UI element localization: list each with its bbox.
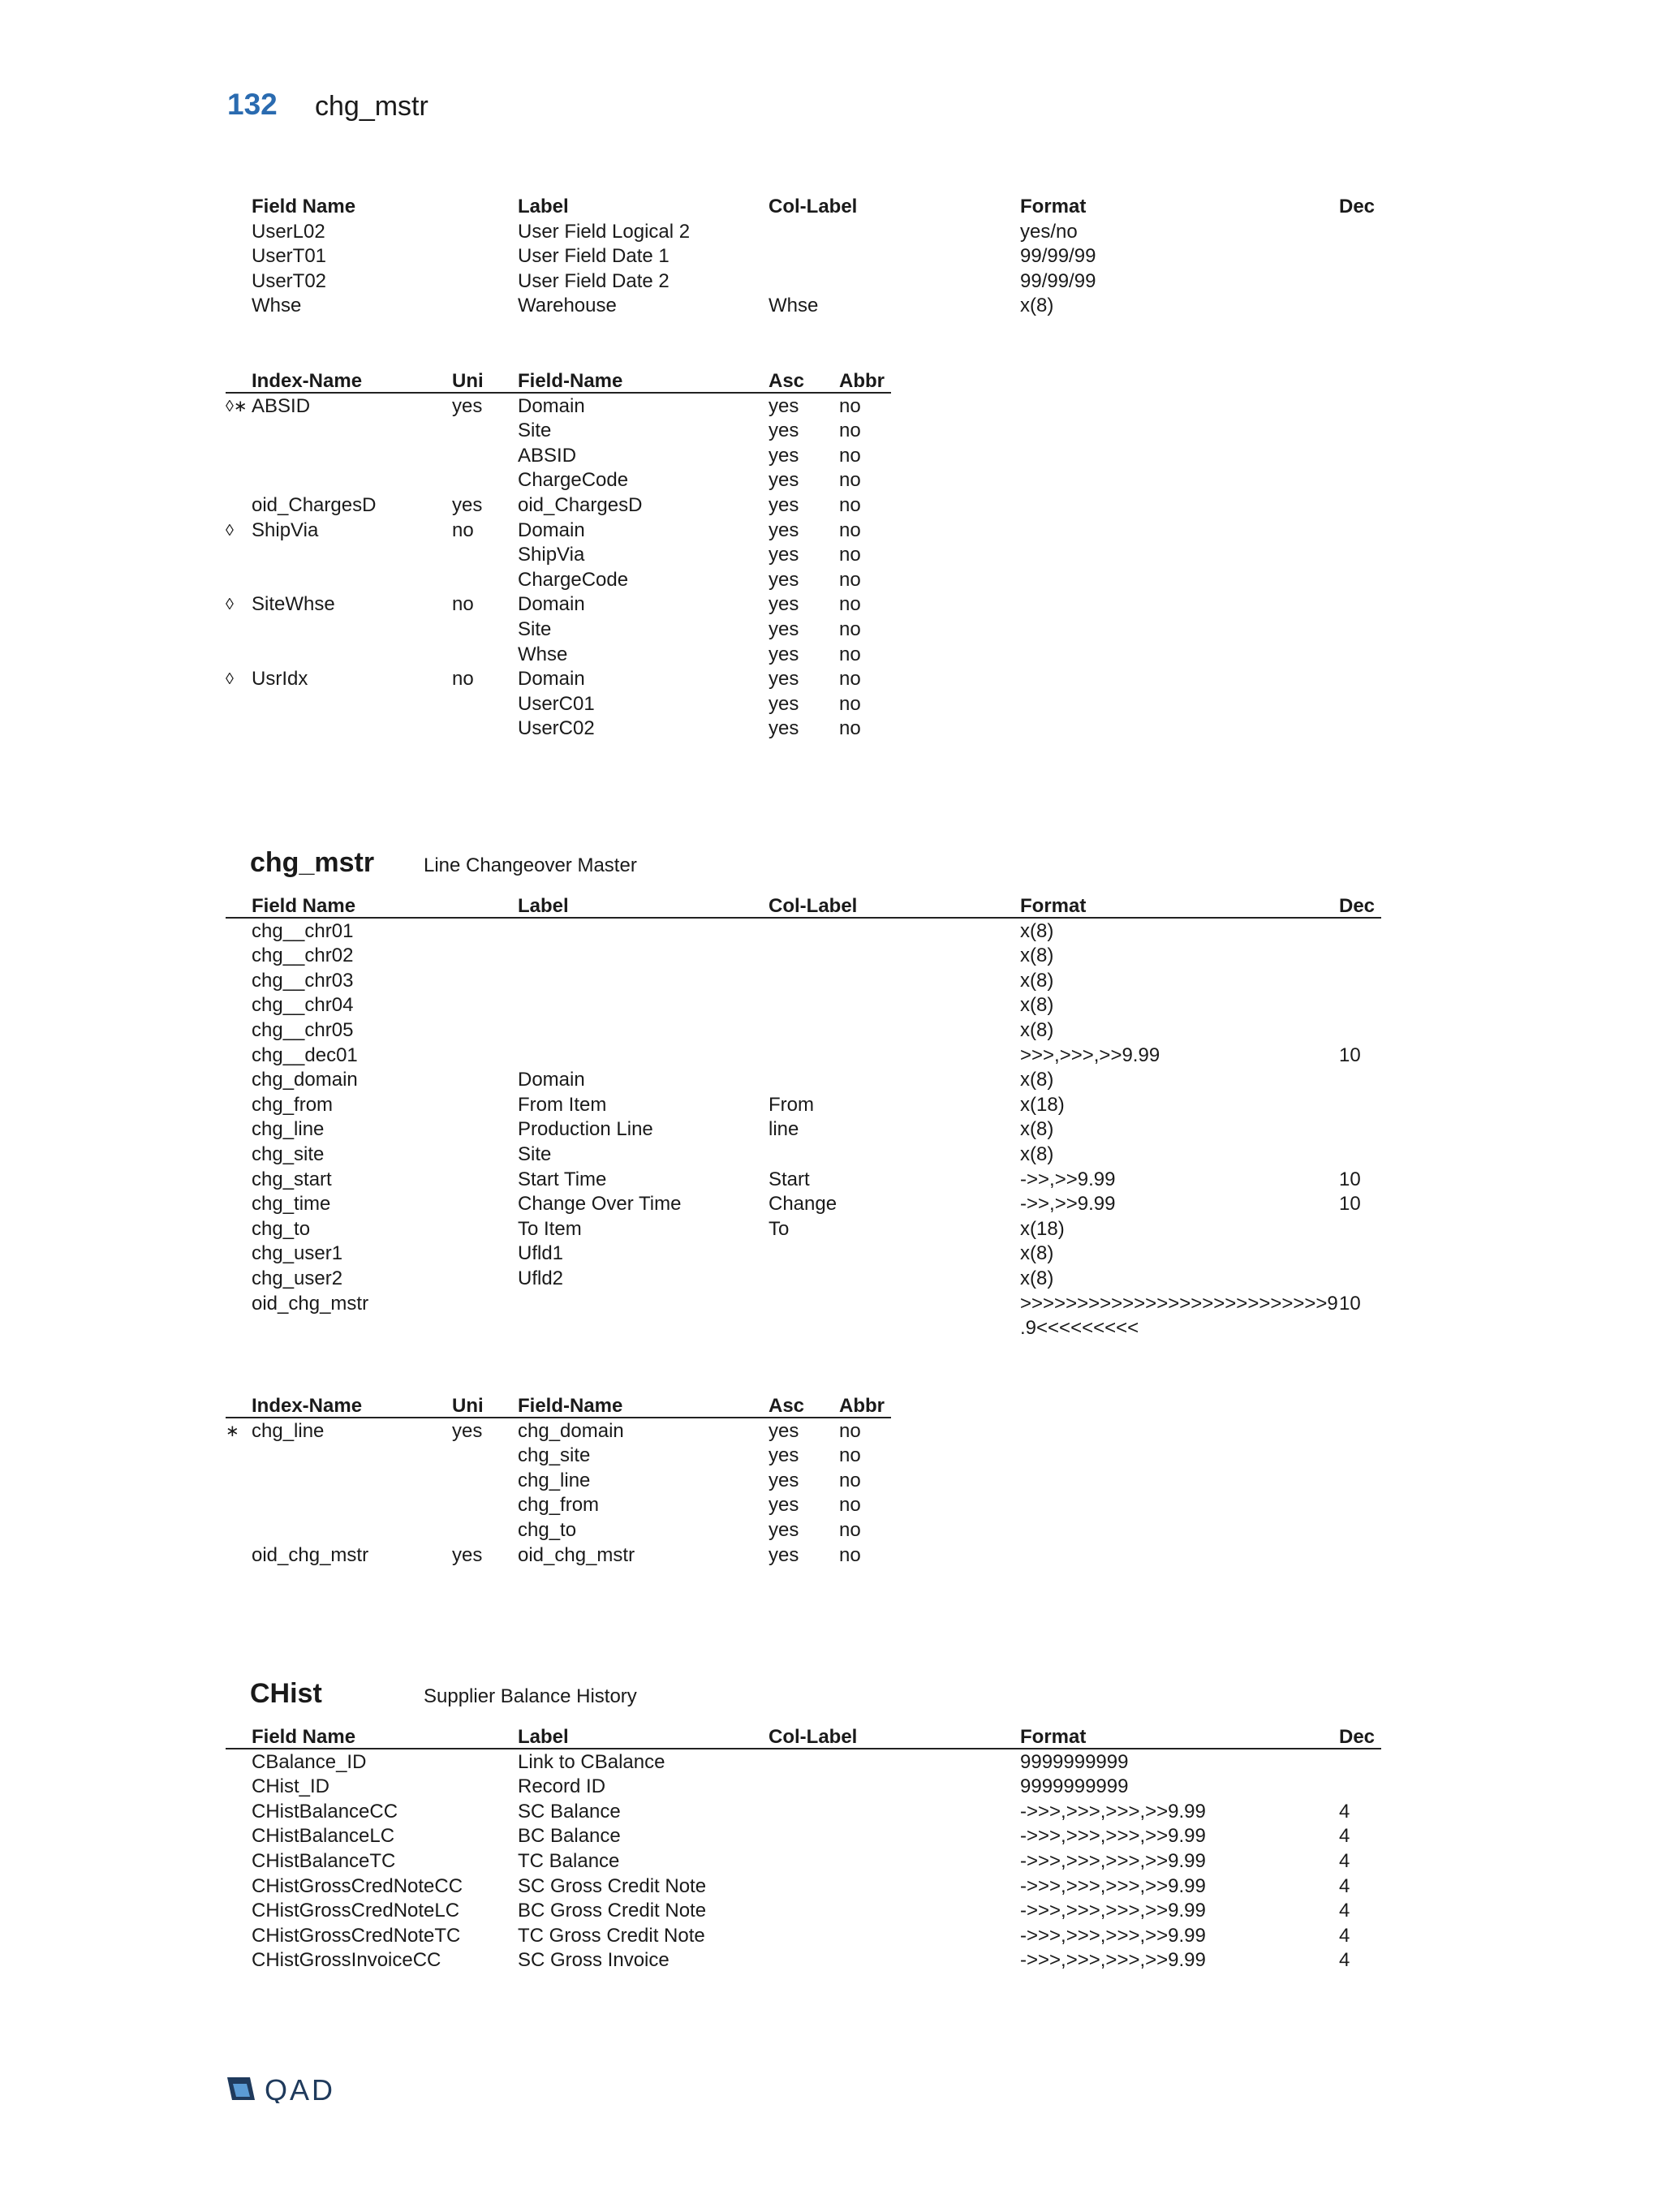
- field-format: ->>>,>>>,>>>,>>9.99: [1020, 1800, 1206, 1823]
- field-dec: 4: [1339, 1850, 1350, 1872]
- field-name: chg__chr01: [252, 919, 354, 942]
- index-abbr: no: [839, 1494, 861, 1517]
- table-row: [0, 294, 1662, 318]
- field-format: 9999999999: [1020, 1775, 1129, 1798]
- index-name: oid_ChargesD: [252, 494, 377, 516]
- field-label: Production Line: [518, 1118, 653, 1141]
- field-name: chg_start: [252, 1168, 332, 1190]
- header-field-name: Field Name: [252, 895, 356, 917]
- index-abbr: no: [839, 1519, 861, 1541]
- index-name: oid_chg_mstr: [252, 1543, 369, 1566]
- header-col-label: Col-Label: [769, 196, 858, 217]
- chg-mstr-title: chg_mstr: [250, 847, 375, 878]
- index-abbr: no: [839, 469, 861, 492]
- index-asc: yes: [769, 717, 799, 740]
- header-label: Label: [518, 196, 569, 217]
- index-asc: yes: [769, 618, 799, 640]
- field-name: CHist_ID: [252, 1775, 330, 1798]
- index-abbr: no: [839, 1419, 861, 1442]
- field-format: x(18): [1020, 1217, 1065, 1240]
- table-row: [0, 1168, 1662, 1192]
- table-row: [0, 1924, 1662, 1948]
- field-format: x(8): [1020, 295, 1054, 317]
- field-dec: 4: [1339, 1874, 1350, 1897]
- index-field-name: chg_domain: [518, 1419, 624, 1442]
- index-field-name: UserC02: [518, 717, 595, 740]
- field-format: ->>>,>>>,>>>,>>9.99: [1020, 1900, 1206, 1922]
- index-table-header: [0, 369, 1662, 394]
- field-format: x(8): [1020, 1143, 1054, 1165]
- index-row: [0, 692, 1662, 717]
- index-asc: yes: [769, 544, 799, 566]
- index-row: [0, 493, 1662, 518]
- index-name: SiteWhse: [252, 593, 335, 616]
- index-abbr: no: [839, 494, 861, 516]
- index-abbr: no: [839, 1543, 861, 1566]
- index-unique: yes: [452, 1419, 483, 1442]
- table-row: [0, 1143, 1662, 1167]
- field-name: chg_user2: [252, 1267, 343, 1289]
- header-col-label: Col-Label: [769, 895, 858, 917]
- index-abbr: no: [839, 1444, 861, 1467]
- index-row: [0, 1518, 1662, 1543]
- index-field-name: ChargeCode: [518, 568, 629, 591]
- table-row: [0, 1093, 1662, 1117]
- index-row: [0, 568, 1662, 592]
- index-field-name: oid_chg_mstr: [518, 1543, 635, 1566]
- index-abbr: no: [839, 519, 861, 541]
- field-format: x(8): [1020, 969, 1054, 992]
- table-row: [0, 220, 1662, 244]
- index-row: [0, 643, 1662, 667]
- table-row: [0, 1192, 1662, 1216]
- field-label: Ufld1: [518, 1242, 564, 1265]
- index-row: [0, 444, 1662, 468]
- index-field-name: oid_ChargesD: [518, 494, 643, 516]
- field-format: 99/99/99: [1020, 245, 1096, 268]
- field-name: CHistGrossCredNoteCC: [252, 1874, 463, 1897]
- index-field-name: ShipVia: [518, 544, 585, 566]
- index-row: [0, 1493, 1662, 1517]
- field-table-header: [0, 894, 1662, 919]
- index-abbr: no: [839, 668, 861, 691]
- index-abbr: no: [839, 643, 861, 665]
- qad-logo: [226, 2074, 396, 2103]
- field-dec: 4: [1339, 1825, 1350, 1848]
- index-row: [0, 1543, 1662, 1568]
- field-dec: 4: [1339, 1924, 1350, 1947]
- field-name: chg_domain: [252, 1069, 358, 1091]
- field-dec: 4: [1339, 1949, 1350, 1972]
- header-index-name: Index-Name: [252, 370, 363, 392]
- index-marker-icon: ◊: [226, 670, 234, 689]
- field-label: User Field Date 2: [518, 269, 670, 292]
- header-format: Format: [1020, 895, 1087, 917]
- index-field-name: Site: [518, 618, 552, 640]
- header-dec: Dec: [1339, 895, 1376, 917]
- field-table-header: [0, 1725, 1662, 1749]
- header-col-label: Col-Label: [769, 1726, 858, 1748]
- field-col-label: Change: [769, 1193, 837, 1216]
- field-label: BC Balance: [518, 1825, 621, 1848]
- header-field-name: Field Name: [252, 1726, 356, 1748]
- field-dec: 10: [1339, 1044, 1361, 1066]
- index-field-name: chg_line: [518, 1469, 591, 1491]
- field-label: Link to CBalance: [518, 1750, 665, 1773]
- header-asc: Asc: [769, 370, 805, 392]
- chg-mstr-description: Line Changeover Master: [424, 854, 637, 876]
- field-format: x(8): [1020, 1069, 1054, 1091]
- table-row: [0, 969, 1662, 993]
- field-format: ->>,>>9.99: [1020, 1193, 1116, 1216]
- page-heading: chg_mstr: [315, 91, 428, 122]
- table-row: [0, 1899, 1662, 1923]
- field-label: User Field Logical 2: [518, 220, 691, 243]
- field-label: Record ID: [518, 1775, 606, 1798]
- index-asc: yes: [769, 394, 799, 417]
- field-name: chg_to: [252, 1217, 311, 1240]
- header-field-name: Field Name: [252, 196, 356, 217]
- index-field-name: Domain: [518, 593, 585, 616]
- index-unique: no: [452, 668, 474, 691]
- field-dec: 4: [1339, 1800, 1350, 1823]
- header-label: Label: [518, 895, 569, 917]
- index-asc: yes: [769, 420, 799, 442]
- index-abbr: no: [839, 544, 861, 566]
- index-row: [0, 519, 1662, 543]
- header-index-name: Index-Name: [252, 1395, 363, 1417]
- index-abbr: no: [839, 420, 861, 442]
- index-table-header: [0, 1394, 1662, 1418]
- field-format: x(8): [1020, 945, 1054, 967]
- table-row: [0, 1948, 1662, 1973]
- index-asc: yes: [769, 1519, 799, 1541]
- qad-logo-text: QAD: [265, 2074, 336, 2103]
- index-field-name: Site: [518, 420, 552, 442]
- field-name: Whse: [252, 295, 302, 317]
- field-name: CHistGrossInvoiceCC: [252, 1949, 441, 1972]
- header-uni: Uni: [452, 370, 484, 392]
- index-asc: yes: [769, 692, 799, 715]
- table-row: [0, 1824, 1662, 1848]
- index-field-name: chg_to: [518, 1519, 577, 1541]
- index-row: [0, 1444, 1662, 1468]
- index-asc: yes: [769, 469, 799, 492]
- field-format: ->>>,>>>,>>>,>>9.99: [1020, 1924, 1206, 1947]
- field-name: chg__dec01: [252, 1044, 358, 1066]
- index-field-name: chg_site: [518, 1444, 591, 1467]
- table-row-continuation: [0, 1316, 1662, 1341]
- index-field-name: ChargeCode: [518, 469, 629, 492]
- table-row: [0, 1068, 1662, 1092]
- field-name: chg_user1: [252, 1242, 343, 1265]
- index-unique: no: [452, 519, 474, 541]
- index-row: [0, 1419, 1662, 1444]
- field-format: x(8): [1020, 1267, 1054, 1289]
- field-format: >>>>>>>>>>>>>>>>>>>>>>>>>>>9: [1020, 1292, 1338, 1315]
- field-name: chg_from: [252, 1093, 334, 1116]
- index-asc: yes: [769, 568, 799, 591]
- field-label: Site: [518, 1143, 552, 1165]
- field-label: SC Gross Credit Note: [518, 1874, 707, 1897]
- header-format: Format: [1020, 196, 1087, 217]
- field-label: Start Time: [518, 1168, 607, 1190]
- table-row: [0, 1018, 1662, 1043]
- field-format: 9999999999: [1020, 1750, 1129, 1773]
- table-row: [0, 1117, 1662, 1142]
- table-row: [0, 1267, 1662, 1291]
- field-format: ->>>,>>>,>>>,>>9.99: [1020, 1850, 1206, 1872]
- field-name: chg__chr03: [252, 969, 354, 992]
- field-name: UserL02: [252, 220, 325, 243]
- field-label: Warehouse: [518, 295, 617, 317]
- table-row: [0, 1217, 1662, 1242]
- index-name: UsrIdx: [252, 668, 308, 691]
- index-row: [0, 618, 1662, 642]
- index-asc: yes: [769, 1494, 799, 1517]
- index-abbr: no: [839, 692, 861, 715]
- field-format: x(8): [1020, 1118, 1054, 1141]
- field-col-label: line: [769, 1118, 799, 1141]
- header-abbr: Abbr: [839, 1395, 885, 1417]
- index-field-name: Domain: [518, 668, 585, 691]
- field-name: CHistGrossCredNoteTC: [252, 1924, 461, 1947]
- index-asc: yes: [769, 444, 799, 467]
- header-label: Label: [518, 1726, 569, 1748]
- field-label: Ufld2: [518, 1267, 564, 1289]
- field-label: From Item: [518, 1093, 607, 1116]
- index-asc: yes: [769, 1444, 799, 1467]
- field-name: CHistBalanceCC: [252, 1800, 398, 1823]
- field-name: chg__chr05: [252, 1019, 354, 1041]
- field-format: >>>,>>>,>>9.99: [1020, 1044, 1160, 1066]
- field-name: chg_line: [252, 1118, 325, 1141]
- field-label: SC Gross Invoice: [518, 1949, 670, 1972]
- header-asc: Asc: [769, 1395, 805, 1417]
- field-label: User Field Date 1: [518, 245, 670, 268]
- field-name: chg__chr04: [252, 994, 354, 1017]
- field-name: CHistBalanceTC: [252, 1850, 396, 1872]
- index-unique: yes: [452, 394, 483, 417]
- table-row: [0, 1242, 1662, 1266]
- index-abbr: no: [839, 717, 861, 740]
- chist-title: CHist: [250, 1678, 322, 1709]
- index-unique: no: [452, 593, 474, 616]
- field-name: UserT02: [252, 269, 327, 292]
- field-name: chg_time: [252, 1193, 331, 1216]
- table-row: [0, 1775, 1662, 1799]
- index-field-name: Whse: [518, 643, 568, 665]
- index-abbr: no: [839, 444, 861, 467]
- field-format: x(8): [1020, 919, 1054, 942]
- field-dec: 10: [1339, 1168, 1361, 1190]
- field-col-label: Whse: [769, 295, 819, 317]
- index-marker-icon: ∗: [226, 1422, 239, 1440]
- table-row: [0, 1874, 1662, 1899]
- field-label: TC Gross Credit Note: [518, 1924, 705, 1947]
- index-field-name: Domain: [518, 519, 585, 541]
- table-row: [0, 269, 1662, 294]
- field-name: CHistGrossCredNoteLC: [252, 1900, 460, 1922]
- header-uni: Uni: [452, 1395, 484, 1417]
- index-row: [0, 543, 1662, 567]
- field-name: CBalance_ID: [252, 1750, 367, 1773]
- index-field-name: chg_from: [518, 1494, 600, 1517]
- header-dec: Dec: [1339, 196, 1376, 217]
- index-marker-icon: ◊: [226, 521, 234, 540]
- index-asc: yes: [769, 1419, 799, 1442]
- field-dec: 10: [1339, 1292, 1361, 1315]
- field-format-continued: .9<<<<<<<<<: [1020, 1317, 1139, 1340]
- field-table-header: [0, 195, 1662, 219]
- index-name: ShipVia: [252, 519, 319, 541]
- index-row: [0, 1469, 1662, 1493]
- index-asc: yes: [769, 643, 799, 665]
- page-number: 132: [227, 88, 278, 121]
- index-asc: yes: [769, 668, 799, 691]
- header-format: Format: [1020, 1726, 1087, 1748]
- table-row: [0, 919, 1662, 944]
- field-col-label: From: [769, 1093, 814, 1116]
- index-field-name: ABSID: [518, 444, 577, 467]
- header-field-name: Field-Name: [518, 370, 623, 392]
- index-abbr: no: [839, 593, 861, 616]
- chist-description: Supplier Balance History: [424, 1685, 637, 1707]
- field-label: To Item: [518, 1217, 582, 1240]
- index-asc: yes: [769, 494, 799, 516]
- index-row: [0, 667, 1662, 691]
- index-asc: yes: [769, 1469, 799, 1491]
- field-label: SC Balance: [518, 1800, 621, 1823]
- index-abbr: no: [839, 1469, 861, 1491]
- field-name: CHistBalanceLC: [252, 1825, 395, 1848]
- index-unique: yes: [452, 1543, 483, 1566]
- field-col-label: To: [769, 1217, 790, 1240]
- index-unique: yes: [452, 494, 483, 516]
- index-row: [0, 592, 1662, 617]
- table-row: [0, 1044, 1662, 1068]
- index-name: ABSID: [252, 394, 311, 417]
- field-dec: 4: [1339, 1900, 1350, 1922]
- field-label: TC Balance: [518, 1850, 620, 1872]
- header-field-name: Field-Name: [518, 1395, 623, 1417]
- field-name: chg__chr02: [252, 945, 354, 967]
- index-row: [0, 419, 1662, 443]
- index-field-name: Domain: [518, 394, 585, 417]
- field-dec: 10: [1339, 1193, 1361, 1216]
- header-abbr: Abbr: [839, 370, 885, 392]
- index-marker-icon: ◊∗: [226, 397, 248, 415]
- field-label: Domain: [518, 1069, 585, 1091]
- table-row: [0, 1800, 1662, 1824]
- field-format: x(18): [1020, 1093, 1065, 1116]
- index-asc: yes: [769, 519, 799, 541]
- table-row: [0, 1292, 1662, 1316]
- field-format: x(8): [1020, 1019, 1054, 1041]
- index-row: [0, 468, 1662, 493]
- field-name: UserT01: [252, 245, 327, 268]
- index-row: [0, 717, 1662, 741]
- field-name: oid_chg_mstr: [252, 1292, 369, 1315]
- index-asc: yes: [769, 593, 799, 616]
- table-row: [0, 244, 1662, 269]
- field-format: x(8): [1020, 994, 1054, 1017]
- field-label: BC Gross Credit Note: [518, 1900, 707, 1922]
- field-format: ->>>,>>>,>>>,>>9.99: [1020, 1874, 1206, 1897]
- index-abbr: no: [839, 394, 861, 417]
- field-format: yes/no: [1020, 220, 1078, 243]
- field-format: ->>,>>9.99: [1020, 1168, 1116, 1190]
- table-row: [0, 1849, 1662, 1874]
- table-row: [0, 944, 1662, 968]
- index-asc: yes: [769, 1543, 799, 1566]
- field-col-label: Start: [769, 1168, 810, 1190]
- field-format: ->>>,>>>,>>>,>>9.99: [1020, 1949, 1206, 1972]
- index-row: [0, 394, 1662, 419]
- qad-logo-mark: [226, 2074, 396, 2103]
- field-format: 99/99/99: [1020, 269, 1096, 292]
- index-marker-icon: ◊: [226, 596, 234, 614]
- index-abbr: no: [839, 618, 861, 640]
- field-name: chg_site: [252, 1143, 325, 1165]
- table-row: [0, 993, 1662, 1018]
- index-field-name: UserC01: [518, 692, 595, 715]
- index-abbr: no: [839, 568, 861, 591]
- table-row: [0, 1750, 1662, 1775]
- field-format: x(8): [1020, 1242, 1054, 1265]
- field-format: ->>>,>>>,>>>,>>9.99: [1020, 1825, 1206, 1848]
- index-name: chg_line: [252, 1419, 325, 1442]
- header-dec: Dec: [1339, 1726, 1376, 1748]
- field-label: Change Over Time: [518, 1193, 682, 1216]
